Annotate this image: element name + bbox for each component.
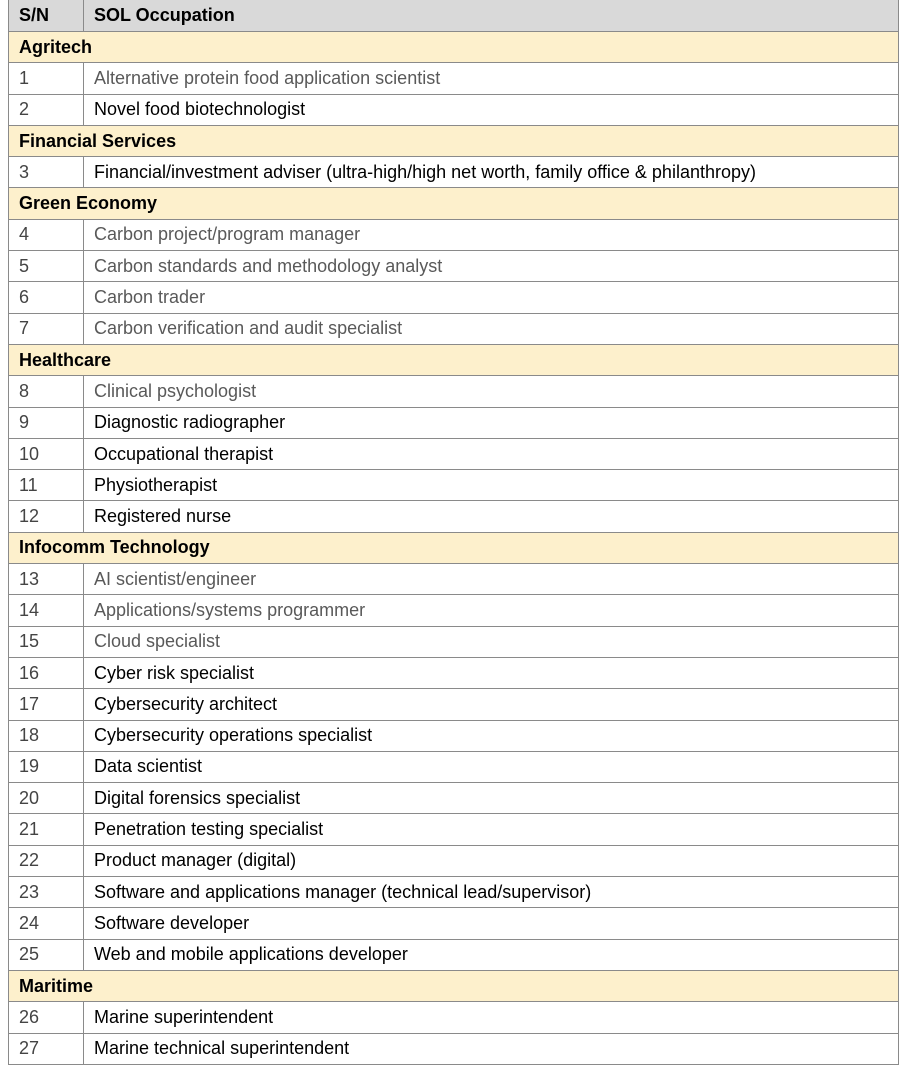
- category-label: Agritech: [9, 32, 899, 63]
- occupation-cell: Carbon verification and audit specialist: [84, 313, 899, 344]
- occupation-cell: Data scientist: [84, 751, 899, 782]
- serial-number-cell: 13: [9, 564, 84, 595]
- serial-number-cell: 19: [9, 751, 84, 782]
- occupation-cell: Applications/systems programmer: [84, 595, 899, 626]
- serial-number-cell: 6: [9, 282, 84, 313]
- occupation-cell: Registered nurse: [84, 501, 899, 532]
- category-row: [9, 970, 899, 1001]
- occupation-cell: Physiotherapist: [84, 470, 899, 501]
- category-label: Financial Services: [9, 125, 899, 156]
- occupation-cell: Alternative protein food application scientist: [84, 63, 899, 94]
- serial-number-cell: 23: [9, 877, 84, 908]
- occupation-cell: Web and mobile applications developer: [84, 939, 899, 970]
- sol-occupation-table: [8, 0, 899, 1065]
- table-row: [9, 251, 899, 282]
- table-row: [9, 908, 899, 939]
- category-row: [9, 532, 899, 563]
- category-label: Green Economy: [9, 188, 899, 219]
- occupation-cell: Clinical psychologist: [84, 376, 899, 407]
- table-row: [9, 313, 899, 344]
- table-row: [9, 595, 899, 626]
- table-row: [9, 783, 899, 814]
- table-row: [9, 407, 899, 438]
- occupation-cell: Software developer: [84, 908, 899, 939]
- occupation-cell: Marine superintendent: [84, 1002, 899, 1033]
- occupation-cell: Cybersecurity operations specialist: [84, 720, 899, 751]
- table-row: [9, 438, 899, 469]
- serial-number-cell: 3: [9, 157, 84, 188]
- category-label: Infocomm Technology: [9, 532, 899, 563]
- table-row: [9, 1033, 899, 1064]
- category-row: [9, 188, 899, 219]
- occupation-cell: Penetration testing specialist: [84, 814, 899, 845]
- table-row: [9, 470, 899, 501]
- table-row: [9, 939, 899, 970]
- table-row: [9, 877, 899, 908]
- occupation-cell: Novel food biotechnologist: [84, 94, 899, 125]
- serial-number-cell: 25: [9, 939, 84, 970]
- table-row: [9, 94, 899, 125]
- table-row: [9, 376, 899, 407]
- serial-number-cell: 1: [9, 63, 84, 94]
- serial-number-cell: 22: [9, 845, 84, 876]
- serial-number-cell: 14: [9, 595, 84, 626]
- occupation-cell: Digital forensics specialist: [84, 783, 899, 814]
- category-row: [9, 125, 899, 156]
- table-row: [9, 845, 899, 876]
- table-row: [9, 1002, 899, 1033]
- serial-number-cell: 9: [9, 407, 84, 438]
- category-label: Healthcare: [9, 344, 899, 375]
- sn-column-header: S/N: [9, 0, 84, 32]
- occupation-cell: Financial/investment adviser (ultra-high/high net worth, family office & philanthropy): [84, 157, 899, 188]
- serial-number-cell: 27: [9, 1033, 84, 1064]
- table-row: [9, 219, 899, 250]
- table-body: [9, 32, 899, 1065]
- occupation-cell: Carbon project/program manager: [84, 219, 899, 250]
- occupation-cell: Diagnostic radiographer: [84, 407, 899, 438]
- table-row: [9, 657, 899, 688]
- serial-number-cell: 18: [9, 720, 84, 751]
- table-row: [9, 157, 899, 188]
- serial-number-cell: 16: [9, 657, 84, 688]
- occupation-cell: Software and applications manager (technical lead/supervisor): [84, 877, 899, 908]
- table-row: [9, 720, 899, 751]
- table-row: [9, 689, 899, 720]
- occupation-cell: Carbon standards and methodology analyst: [84, 251, 899, 282]
- serial-number-cell: 15: [9, 626, 84, 657]
- serial-number-cell: 5: [9, 251, 84, 282]
- table-row: [9, 751, 899, 782]
- serial-number-cell: 17: [9, 689, 84, 720]
- category-row: [9, 344, 899, 375]
- serial-number-cell: 24: [9, 908, 84, 939]
- serial-number-cell: 20: [9, 783, 84, 814]
- serial-number-cell: 21: [9, 814, 84, 845]
- category-row: [9, 32, 899, 63]
- occupation-cell: Cloud specialist: [84, 626, 899, 657]
- serial-number-cell: 26: [9, 1002, 84, 1033]
- serial-number-cell: 10: [9, 438, 84, 469]
- occupation-cell: Cybersecurity architect: [84, 689, 899, 720]
- table-row: [9, 626, 899, 657]
- category-label: Maritime: [9, 970, 899, 1001]
- occupation-column-header: SOL Occupation: [84, 0, 899, 32]
- table-row: [9, 814, 899, 845]
- serial-number-cell: 4: [9, 219, 84, 250]
- occupation-cell: Product manager (digital): [84, 845, 899, 876]
- serial-number-cell: 11: [9, 470, 84, 501]
- occupation-cell: AI scientist/engineer: [84, 564, 899, 595]
- table-row: [9, 501, 899, 532]
- table-header-row: [9, 0, 899, 32]
- occupation-cell: Marine technical superintendent: [84, 1033, 899, 1064]
- occupation-cell: Cyber risk specialist: [84, 657, 899, 688]
- occupation-cell: Carbon trader: [84, 282, 899, 313]
- serial-number-cell: 2: [9, 94, 84, 125]
- serial-number-cell: 7: [9, 313, 84, 344]
- occupation-cell: Occupational therapist: [84, 438, 899, 469]
- serial-number-cell: 8: [9, 376, 84, 407]
- table-row: [9, 63, 899, 94]
- table-row: [9, 282, 899, 313]
- table-row: [9, 564, 899, 595]
- serial-number-cell: 12: [9, 501, 84, 532]
